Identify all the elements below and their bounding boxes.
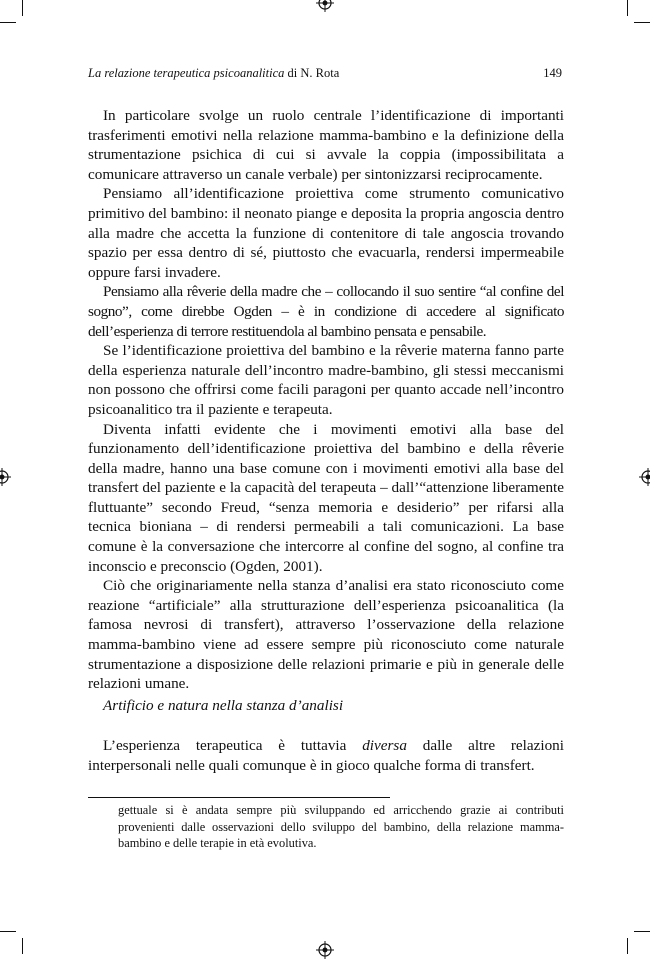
emphasis: diversa [362, 737, 407, 754]
crop-mark [22, 938, 23, 954]
running-title [88, 66, 339, 81]
crop-mark [627, 938, 628, 954]
closing-text-before: L’esperienza terapeutica è tuttavia [103, 737, 362, 754]
paragraph: Pensiamo alla rêverie della madre che – collocando il suo sentire “al confine del sogno”, come direbbe Ogden – è in condizione di accedere al significato dell’esperienza di terrore restituendola al bambino pensata e pensabile. [88, 282, 564, 341]
section-heading: Artificio e natura nella stanza d’analisi [103, 697, 343, 715]
book-title: La relazione terapeutica psicoanalitica [88, 66, 284, 80]
paragraph: Pensiamo all’identificazione proiettiva come strumento comunicativo primitivo del bambino: il neonato piange e deposita la propria angoscia dentro alla madre che accetta la funzione di contenitore di tale angoscia trovando spazio per essa dentro di sé, piuttosto che evacuarla, rendersi impermeabile oppure farsi invadere. [88, 184, 564, 282]
registration-mark-icon [316, 941, 334, 959]
paragraph [88, 736, 564, 775]
closing-text [88, 736, 564, 775]
page-number: 149 [543, 66, 562, 81]
registration-mark-icon [0, 468, 11, 486]
paragraph: Se l’identificazione proiettiva del bambino e la rêverie materna fanno parte della esperienza naturale dell’incontro madre-bambino, gli stessi meccanismi non possono che offrirsi come facili paragoni per quanto accade nell’incontro psicoanalitico tra il paziente e terapeuta. [88, 341, 564, 419]
footnote-rule [88, 797, 390, 798]
crop-mark [0, 22, 16, 23]
registration-mark-icon [639, 468, 650, 486]
author-credit: di N. Rota [284, 66, 339, 80]
registration-mark-icon [316, 0, 334, 12]
crop-mark [0, 931, 16, 932]
running-header [88, 66, 562, 84]
paragraph: Diventa infatti evidente che i movimenti emotivi alla base del funzionamento dell’identificazione proiettiva del bambino e della rêverie della madre, hanno una base comune con i movimenti emotivi alla base del transfert del paziente e la capacità del terapeuta – dall’“attenzione liberamente fluttuante” secondo Freud, “senza memoria e desiderio” per rifarsi alla tecnica bioniana – di rendersi permeabili a tali comunicazioni. La base comune è la conversazione che intercorre al confine del sogno, al confine tra inconscio e preconscio (Ogden, 2001). [88, 420, 564, 577]
footnote: gettuale si è andata sempre più sviluppando ed arricchendo grazie ai contributi provenienti dalle osservazioni dello sviluppo del bambino, della relazione mamma-bambino e delle terapie in età evolutiva. [118, 802, 564, 852]
main-text [88, 106, 564, 694]
paragraph: Ciò che originariamente nella stanza d’analisi era stato riconosciuto come reazione “artificiale” alla strutturazione dell’esperienza psicoanalitica (la famosa nevrosi di transfert), attraverso l’osservazione della relazione mamma-bambino viene ad essere sempre più riconosciuto come naturale strumentazione a disposizione delle relazioni primarie e più in generale delle relazioni umane. [88, 576, 564, 694]
paragraph: In particolare svolge un ruolo centrale l’identificazione di importanti trasferimenti emotivi nella relazione mamma-bambino e la definizione della strumentazione psichica di cui si avvale la coppia (impossibilitata a comunicare attraverso un canale verbale) per sintonizzarsi reciprocamente. [88, 106, 564, 184]
crop-mark [627, 0, 628, 16]
crop-mark [634, 931, 650, 932]
closing-text-after: dalle altre relazioni interpersonali nelle quali comunque è in gioco qualche forma di transfert. [88, 737, 564, 774]
crop-mark [634, 22, 650, 23]
crop-mark [22, 0, 23, 16]
